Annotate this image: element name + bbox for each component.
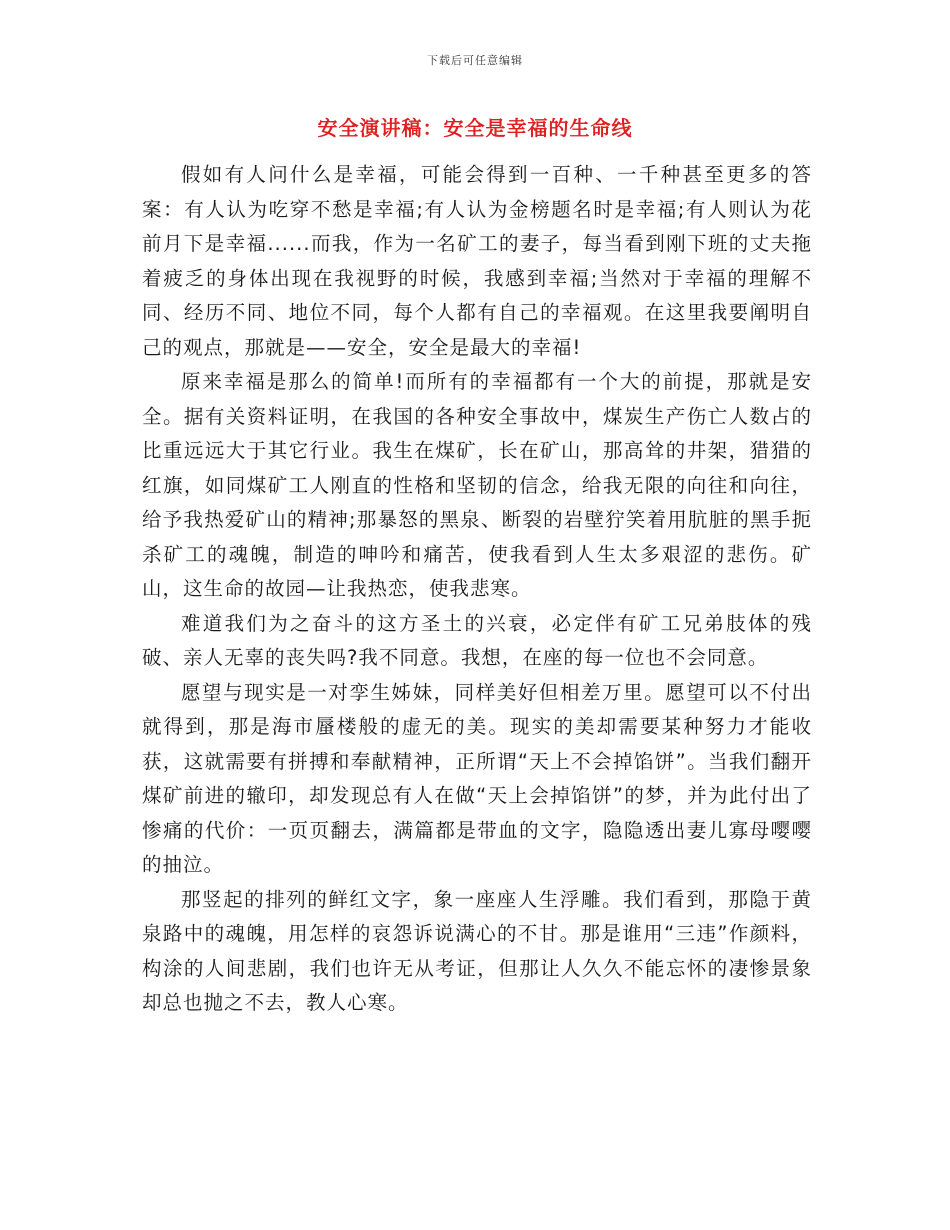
paragraph-4: 愿望与现实是一对孪生姊妹，同样美好但相差万里。愿望可以不付出就得到，那是海市蜃楼般的虚无的美。现实的美却需要某种努力才能收获，这就需要有拼搏和奉献精神，正所谓“天上不会掉馅饼”。当我们翻开煤矿前进的辙印，却发现总有人在做“天上会掉馅饼”的梦，并为此付出了惨痛的代价：一页页翻去，满篇都是带血的文字，隐隐透出妻儿寡母嘤嘤的抽泣。	[142, 680, 812, 876]
paragraph-1: 假如有人问什么是幸福，可能会得到一百种、一千种甚至更多的答案：有人认为吃穿不愁是幸福;有人认为金榜题名时是幸福;有人则认为花前月下是幸福......而我，作为一名矿工的妻子，每当看到刚下班的丈夫拖着疲乏的身体出现在我视野的时候，我感到幸福;当然对于幸福的理解不同、经历不同、地位不同，每个人都有自己的幸福观。在这里我要阐明自己的观点，那就是——安全，安全是最大的幸福!	[142, 163, 812, 359]
document-body	[142, 158, 812, 1021]
paragraph-3: 难道我们为之奋斗的这方圣土的兴衰，必定伴有矿工兄弟肢体的残破、亲人无辜的丧失吗?我不同意。我想，在座的每一位也不会同意。	[142, 611, 812, 669]
paragraph-2: 原来幸福是那么的简单!而所有的幸福都有一个大的前提，那就是安全。据有关资料证明，在我国的各种安全事故中，煤炭生产伤亡人数占的比重远远大于其它行业。我生在煤矿，长在矿山，那高耸的井架，猎猎的红旗，如同煤矿工人刚直的性格和坚韧的信念，给我无限的向往和向往，给予我热爱矿山的精神;那暴怒的黑泉、断裂的岩壁狞笑着用肮脏的黑手扼杀矿工的魂魄，制造的呻吟和痛苦，使我看到人生太多艰涩的悲伤。矿山，这生命的故园—让我热恋，使我悲寒。	[142, 370, 812, 600]
header-note: 下载后可任意编辑	[427, 54, 523, 67]
paragraph-5: 那竖起的排列的鲜红文字，象一座座人生浮雕。我们看到，那隐于黄泉路中的魂魄，用怎样的哀怨诉说满心的不甘。那是谁用“三违”作颜料，构涂的人间悲剧，我们也许无从考证，但那让人久久不能忘怀的凄惨景象却总也抛之不去，教人心寒。	[142, 887, 812, 1014]
document-title: 安全演讲稿：安全是幸福的生命线	[317, 116, 633, 140]
